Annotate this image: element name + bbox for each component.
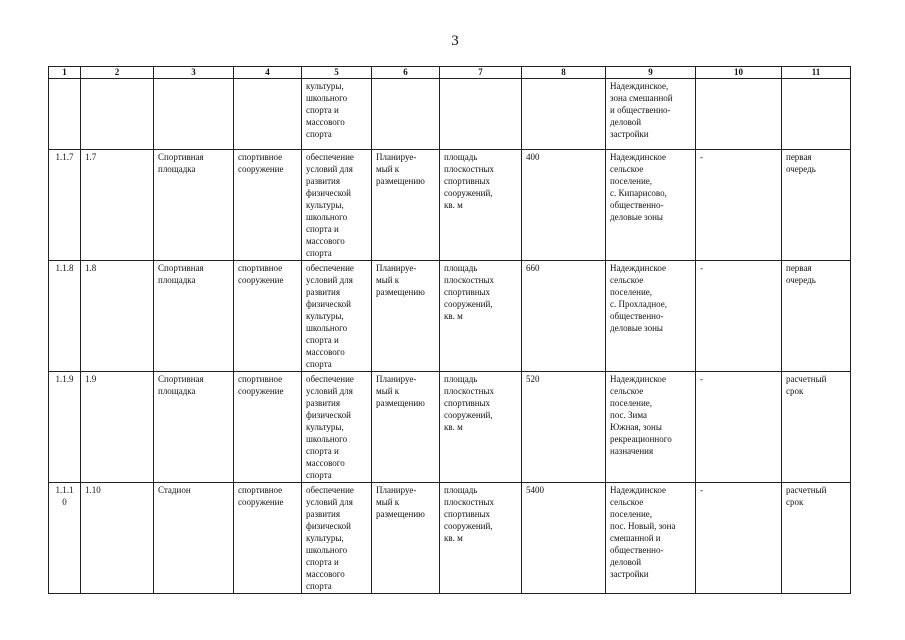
table-cell: Надеждинское сельское поселение, пос. Зима Южная, зоны рекреационного назначения (606, 372, 696, 483)
table-cell: - (696, 261, 782, 372)
table-cell: 1.7 (81, 150, 154, 261)
table-cell: спортивное сооружение (234, 150, 302, 261)
table-row (49, 150, 851, 261)
table-cell: культуры, школьного спорта и массового спорта (302, 79, 372, 150)
table-cell: обеспечение условий для развития физической культуры, школьного спорта и массового спорта (302, 261, 372, 372)
table-cell: Спортивная площадка (154, 150, 234, 261)
table-cell: - (696, 483, 782, 594)
table-row (49, 483, 851, 594)
table-cell: Надеждинское сельское поселение, с. Прохладное, общественно- деловые зоны (606, 261, 696, 372)
table-cell (372, 79, 440, 150)
table-cell: расчетный срок (782, 483, 851, 594)
header-row (49, 67, 851, 79)
column-header: 5 (302, 67, 372, 79)
table-cell (49, 79, 81, 150)
column-header: 3 (154, 67, 234, 79)
table-cell: обеспечение условий для развития физической культуры, школьного спорта и массового спорта (302, 372, 372, 483)
table-cell (782, 79, 851, 150)
table-cell: 1.10 (81, 483, 154, 594)
table-cell: 660 (522, 261, 606, 372)
table-cell: 1.1.9 (49, 372, 81, 483)
table-cell (234, 79, 302, 150)
table-cell: 1.8 (81, 261, 154, 372)
table-cell: расчетный срок (782, 372, 851, 483)
table-cell: 1.1.8 (49, 261, 81, 372)
table-cell: Планируе- мый к размещению (372, 150, 440, 261)
column-header: 9 (606, 67, 696, 79)
table-cell: первая очередь (782, 261, 851, 372)
table-cell: Планируе- мый к размещению (372, 483, 440, 594)
table-cell: площадь плоскостных спортивных сооружений, кв. м (440, 372, 522, 483)
table-cell: спортивное сооружение (234, 483, 302, 594)
table-cell: Надеждинское, зона смешанной и общественно- деловой застройки (606, 79, 696, 150)
table-cell: 520 (522, 372, 606, 483)
table-cell: - (696, 150, 782, 261)
table-cell: Спортивная площадка (154, 261, 234, 372)
table-cell: 1.1.1 0 (49, 483, 81, 594)
table-row (49, 372, 851, 483)
column-header: 4 (234, 67, 302, 79)
column-header: 7 (440, 67, 522, 79)
table-cell: 5400 (522, 483, 606, 594)
table-cell: площадь плоскостных спортивных сооружений, кв. м (440, 483, 522, 594)
column-header: 11 (782, 67, 851, 79)
table-cell (440, 79, 522, 150)
column-header: 6 (372, 67, 440, 79)
column-header: 8 (522, 67, 606, 79)
table-cell: - (696, 372, 782, 483)
table-cell: первая очередь (782, 150, 851, 261)
table-cell: Надеждинское сельское поселение, пос. Новый, зона смешанной и общественно- деловой застройки (606, 483, 696, 594)
table-cell (81, 79, 154, 150)
table-cell: площадь плоскостных спортивных сооружений, кв. м (440, 261, 522, 372)
facilities-table (48, 66, 851, 594)
table-cell: Спортивная площадка (154, 372, 234, 483)
table-cell: Надеждинское сельское поселение, с. Кипарисово, общественно- деловые зоны (606, 150, 696, 261)
table-row (49, 261, 851, 372)
table-cell: Планируе- мый к размещению (372, 372, 440, 483)
continuation-row (49, 79, 851, 150)
table-cell: спортивное сооружение (234, 372, 302, 483)
column-header: 10 (696, 67, 782, 79)
table-cell (154, 79, 234, 150)
table-cell: Планируе- мый к размещению (372, 261, 440, 372)
table-cell: Стадион (154, 483, 234, 594)
table-cell: 400 (522, 150, 606, 261)
column-header: 1 (49, 67, 81, 79)
table-cell: обеспечение условий для развития физической культуры, школьного спорта и массового спорта (302, 483, 372, 594)
table-cell: 1.1.7 (49, 150, 81, 261)
table-cell: площадь плоскостных спортивных сооружений, кв. м (440, 150, 522, 261)
table-cell (696, 79, 782, 150)
page-number: 3 (451, 33, 459, 49)
table-cell: спортивное сооружение (234, 261, 302, 372)
table-cell (522, 79, 606, 150)
column-header: 2 (81, 67, 154, 79)
table-cell: обеспечение условий для развития физической культуры, школьного спорта и массового спорта (302, 150, 372, 261)
table-cell: 1.9 (81, 372, 154, 483)
